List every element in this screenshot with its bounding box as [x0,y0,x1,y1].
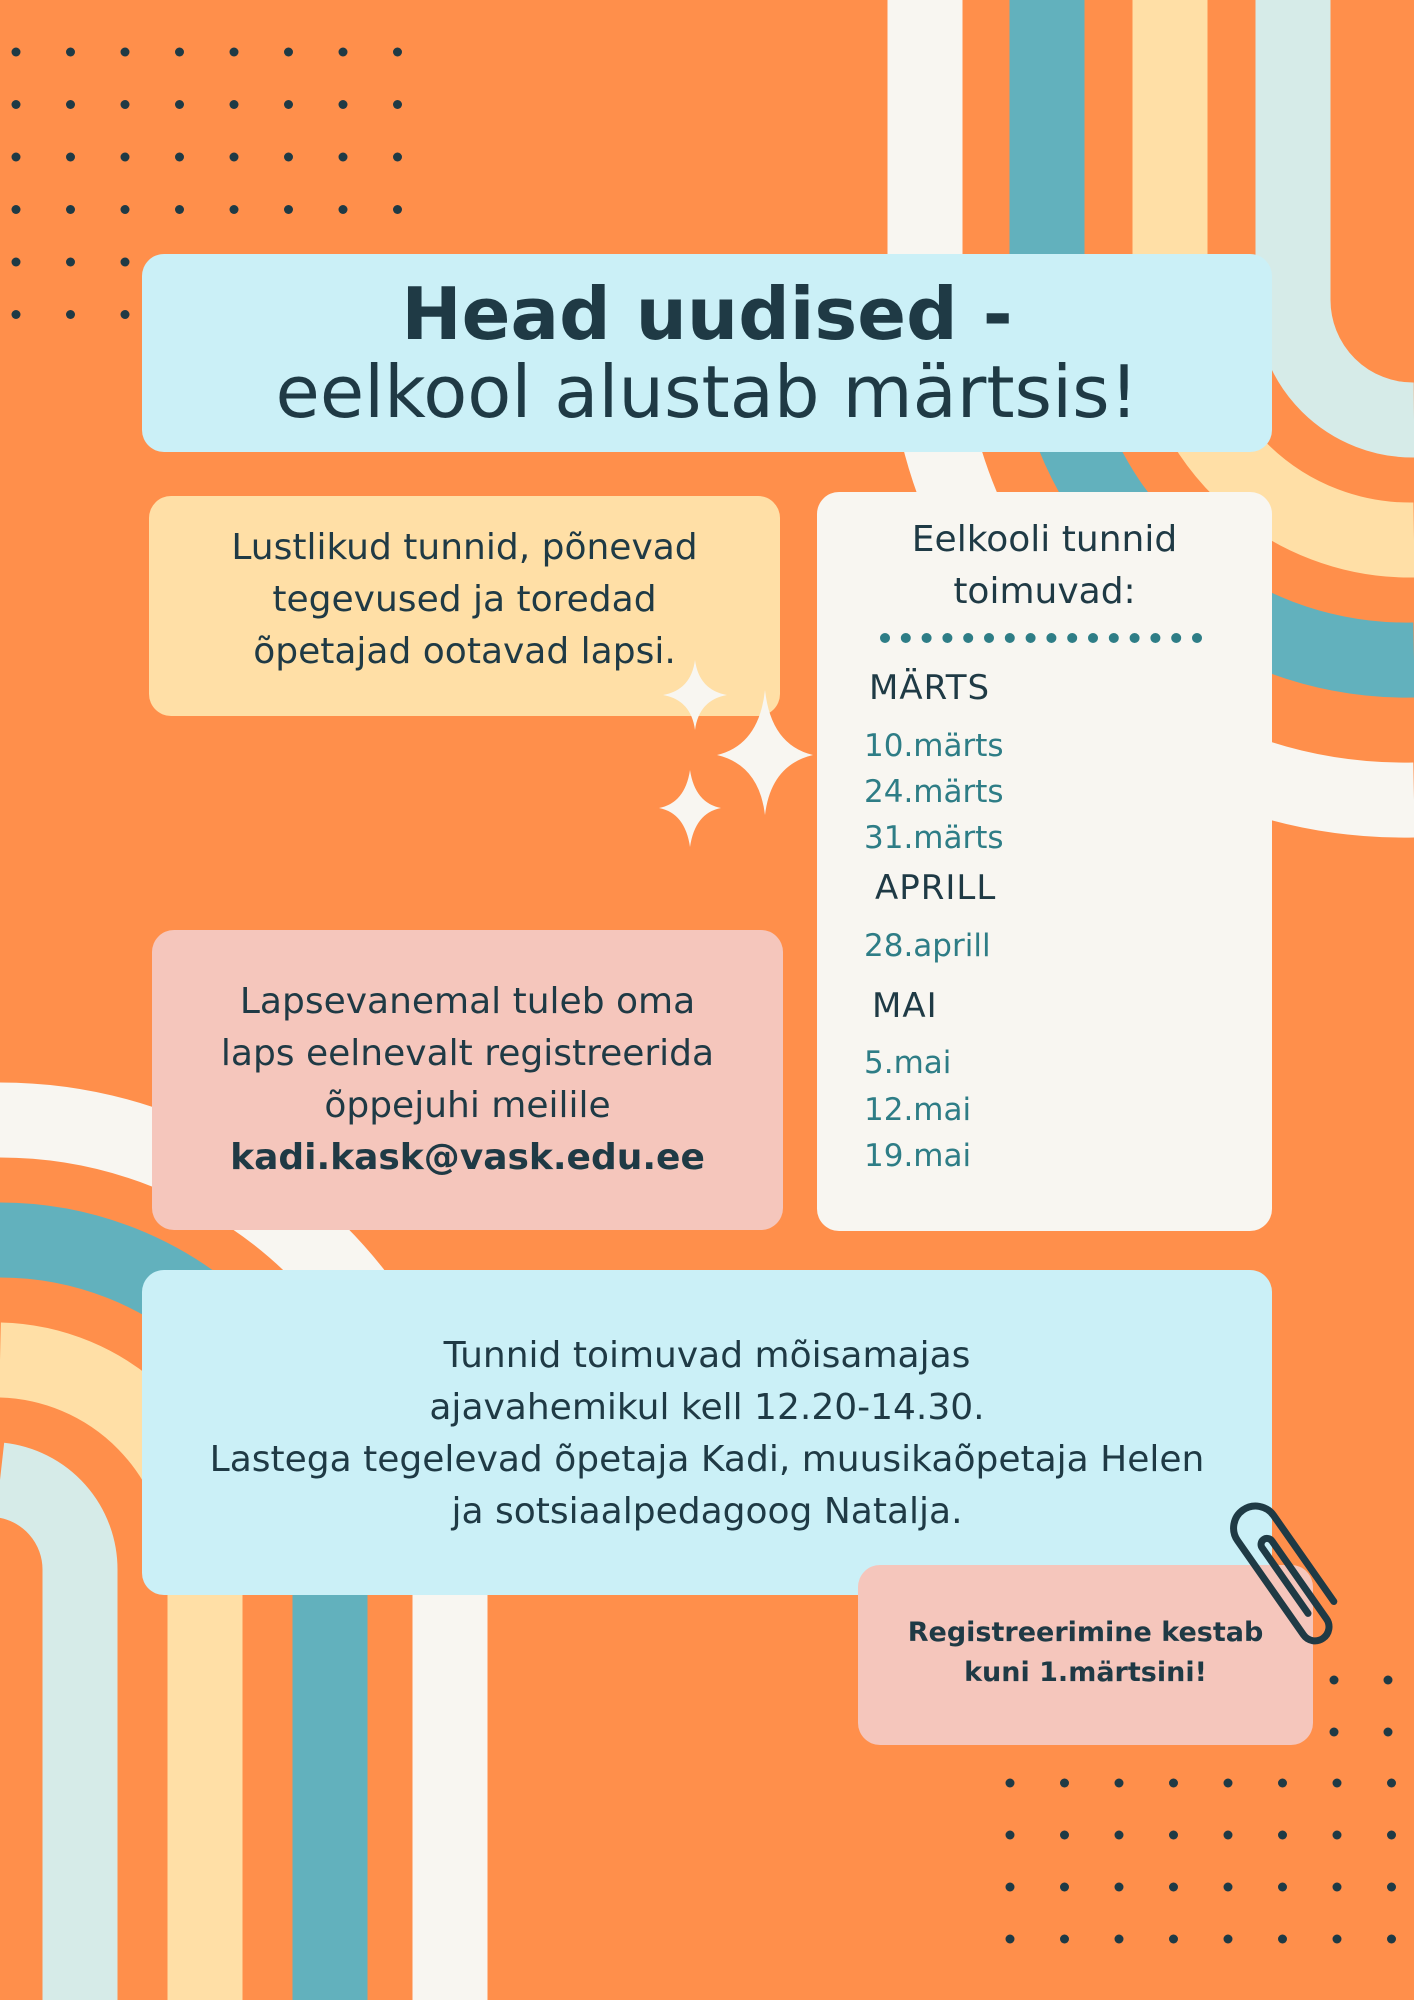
decorative-dot [1330,1676,1339,1685]
schedule-card [817,492,1272,1231]
decorative-dot [393,100,402,109]
decorative-dot [121,48,130,57]
decorative-dot [12,48,21,57]
decorative-dot [1115,1831,1124,1840]
title-card [142,254,1272,452]
schedule-heading [817,514,1272,618]
decorative-dot [1387,1935,1396,1944]
decorative-dot [1060,1883,1069,1892]
divider-dot [1130,633,1140,643]
deadline-line: kuni 1.märtsini! [964,1657,1207,1688]
registration-text [188,976,748,1184]
divider-dot [880,633,890,643]
decorative-dot [175,153,184,162]
decorative-dot [393,153,402,162]
decorative-dot [1006,1935,1015,1944]
decorative-dot [175,48,184,57]
decorative-dot [1224,1779,1233,1788]
divider-dot [942,633,952,643]
decorative-dot [1169,1831,1178,1840]
decorative-dot [339,153,348,162]
sparkles-icon [655,655,815,850]
decorative-dot [1169,1779,1178,1788]
decorative-dot [1224,1883,1233,1892]
decorative-dot [1330,1728,1339,1737]
divider-dot [1067,633,1077,643]
decorative-dot [1006,1779,1015,1788]
title-line-2: eelkool alustab märtsis! [275,350,1139,434]
decorative-dot [1387,1779,1396,1788]
month-label: MÄRTS [869,668,991,708]
intro-line: tegevused ja toredad [272,579,657,620]
decorative-dot [1278,1935,1287,1944]
decorative-dot [121,310,130,319]
divider-dot [1005,633,1015,643]
decorative-dot [1333,1935,1342,1944]
month-label: APRILL [875,868,997,908]
decorative-dot [12,153,21,162]
divider-dot [1192,633,1202,643]
decorative-dot [284,48,293,57]
decorative-dot [1115,1779,1124,1788]
info-line: Lastega tegelevad õpetaja Kadi, muusikaõpetaja Helen [209,1439,1205,1480]
date-item: 24.märts [864,774,1004,810]
decorative-dot [1278,1779,1287,1788]
decorative-dot [1333,1831,1342,1840]
decorative-dot [230,100,239,109]
decorative-dot [1115,1883,1124,1892]
date-item: 5.mai [864,1045,952,1081]
decorative-dot [339,48,348,57]
date-item: 28.aprill [864,928,991,964]
registration-line: Lapsevanemal tuleb oma [239,981,696,1022]
registration-email[interactable]: kadi.kask@vask.edu.ee [230,1137,705,1178]
decorative-dot [284,100,293,109]
decorative-dot [1060,1935,1069,1944]
decorative-dot [121,258,130,267]
schedule-heading-line: toimuvad: [953,571,1136,612]
decorative-dot [1387,1831,1396,1840]
decorative-dot [284,205,293,214]
divider-dot [1026,633,1036,643]
date-item: 19.mai [864,1138,972,1174]
divider-dot [1109,633,1119,643]
decorative-dot [393,205,402,214]
decorative-dot [284,153,293,162]
decorative-dot [66,310,75,319]
divider-dot [984,633,994,643]
decorative-dot [1006,1831,1015,1840]
date-item: 12.mai [864,1092,972,1128]
divider-dot [922,633,932,643]
decorative-dot [1060,1779,1069,1788]
decorative-dot [339,100,348,109]
decorative-dot [66,205,75,214]
decorative-dot [1333,1779,1342,1788]
title-line-1: Head uudised - [401,272,1013,356]
decorative-dot [12,100,21,109]
paperclip-icon [1225,1480,1355,1650]
decorative-dot [121,153,130,162]
decorative-dot [1384,1676,1393,1685]
date-item: 31.märts [864,820,1004,856]
decorative-dot [121,205,130,214]
decorative-dot [339,205,348,214]
registration-line: õppejuhi meilile [324,1085,611,1126]
decorative-dot [12,310,21,319]
info-line: ajavahemikul kell 12.20-14.30. [429,1387,985,1428]
divider-dot [1088,633,1098,643]
decorative-dot [1333,1883,1342,1892]
schedule-heading-line: Eelkooli tunnid [911,519,1178,560]
decorative-dot [121,100,130,109]
decorative-dot [230,205,239,214]
decorative-dot [1169,1883,1178,1892]
dotted-divider [879,632,1209,644]
info-line: Tunnid toimuvad mõisamajas [443,1335,971,1376]
divider-dot [1150,633,1160,643]
decorative-dot [1224,1935,1233,1944]
decorative-dot [1387,1883,1396,1892]
decorative-dot [1224,1831,1233,1840]
divider-dot [963,633,973,643]
deadline-line: Registreerimine kestab [907,1617,1264,1648]
decorative-dot [12,205,21,214]
info-text [142,1330,1272,1538]
intro-line: õpetajad ootavad lapsi. [253,631,676,672]
decorative-dot [175,205,184,214]
divider-dot [1046,633,1056,643]
decorative-dot [66,100,75,109]
registration-card [152,930,783,1230]
decorative-dot [1060,1831,1069,1840]
date-item: 10.märts [864,728,1004,764]
decorative-dot [1006,1883,1015,1892]
info-card [142,1270,1272,1595]
decorative-dot [1115,1935,1124,1944]
decorative-dot [230,48,239,57]
decorative-dot [66,258,75,267]
decorative-dot [175,100,184,109]
decorative-dot [1384,1728,1393,1737]
divider-dot [901,633,911,643]
decorative-dot [1278,1883,1287,1892]
info-line: ja sotsiaalpedagoog Natalja. [451,1491,963,1532]
decorative-dot [230,153,239,162]
decorative-dot [66,153,75,162]
decorative-dot [1278,1831,1287,1840]
intro-line: Lustlikud tunnid, põnevad [231,527,698,568]
intro-text [205,522,725,678]
decorative-dot [66,48,75,57]
decorative-dot [12,258,21,267]
divider-dot [1171,633,1181,643]
month-label: MAI [872,986,938,1026]
decorative-dot [393,48,402,57]
decorative-dot [1169,1935,1178,1944]
registration-line: laps eelnevalt registreerida [220,1033,715,1074]
